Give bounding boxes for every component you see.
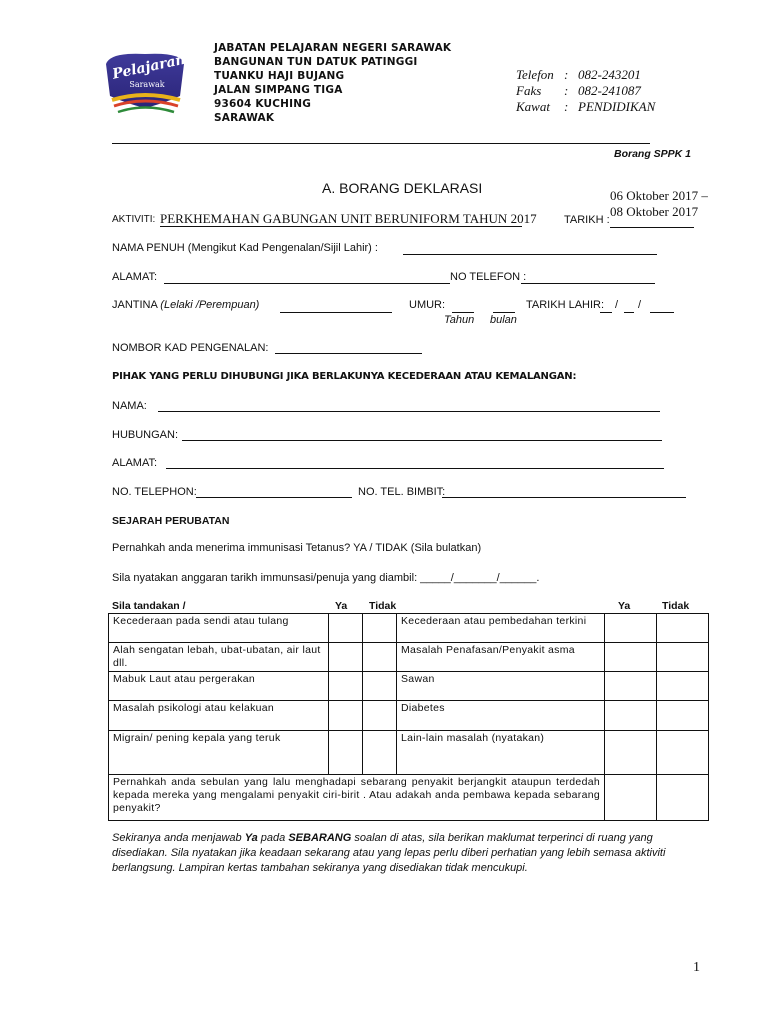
logo xyxy=(102,50,188,118)
logo-subtext: Sarawak xyxy=(129,80,165,89)
ya-checkbox[interactable] xyxy=(605,775,657,821)
emergency-heading: PIHAK YANG PERLU DIHUBUNGI JIKA BERLAKUNYA KECEDERAAN ATAU KEMALANGAN: xyxy=(112,371,577,382)
table-header-ya-2: Ya xyxy=(618,600,631,612)
address-line: JABATAN PELAJARAN NEGERI SARAWAK xyxy=(214,42,452,54)
ya-checkbox[interactable] xyxy=(329,731,363,775)
contact-faks: Faks : 082-241087 xyxy=(516,83,641,98)
tarikh-lahir-year[interactable] xyxy=(650,312,674,313)
table-row xyxy=(109,672,709,701)
contact-block xyxy=(516,67,655,115)
nombor-kp-field[interactable] xyxy=(275,353,422,354)
table-row xyxy=(109,643,709,672)
page-number: 1 xyxy=(693,960,700,975)
tarikh-lahir-sep: / xyxy=(638,299,642,311)
table-header-label: Sila tandakan / xyxy=(112,600,186,612)
table-row xyxy=(109,775,709,821)
infectious-disease-question: Pernahkah anda sebulan yang lalu menghadapi sebarang penyakit berjangkit ataupun terdedah kepada mereka yang mengalami penyakit ciri-birit . Atau adakah anda pembawa kepada sebarang penyakit? xyxy=(109,775,605,821)
tidak-checkbox[interactable] xyxy=(657,672,709,701)
tarikh-lahir-sep: / xyxy=(615,299,619,311)
tidak-checkbox[interactable] xyxy=(657,775,709,821)
tarikh-value-2: 08 Oktober 2017 xyxy=(610,204,699,219)
tahun-label: Tahun xyxy=(444,314,475,326)
tidak-checkbox[interactable] xyxy=(657,614,709,643)
nama-penuh-label: NAMA PENUH (Mengikut Kad Pengenalan/Sijil Lahir) : xyxy=(112,242,378,254)
emergency-bimbit-label: NO. TEL. BIMBIT: xyxy=(358,486,446,498)
tarikh-lahir-label: TARIKH LAHIR: xyxy=(526,299,605,311)
address-line: JALAN SIMPANG TIGA xyxy=(214,84,343,96)
address-line: 93604 KUCHING xyxy=(214,98,312,110)
tarikh-label: TARIKH : xyxy=(564,214,610,226)
alamat-field[interactable] xyxy=(164,283,450,284)
condition-label: Kecederaan pada sendi atau tulang xyxy=(109,614,329,643)
condition-label: Mabuk Laut atau pergerakan xyxy=(109,672,329,701)
aktiviti-value: PERKHEMAHAN GABUNGAN UNIT BERUNIFORM TAHUN 2017 xyxy=(160,211,537,226)
tidak-checkbox[interactable] xyxy=(363,643,397,672)
umur-label: UMUR: xyxy=(409,299,446,311)
emergency-nama-field[interactable] xyxy=(158,411,660,412)
tetanus-question: Pernahkah anda menerima immunisasi Tetanus? YA / TIDAK (Sila bulatkan) xyxy=(112,542,482,554)
tidak-checkbox[interactable] xyxy=(363,672,397,701)
form-title: A. BORANG DEKLARASI xyxy=(322,180,483,196)
instruction-note: Sekiranya anda menjawab Ya pada SEBARANG soalan di atas, sila berikan maklumat terperinci di ruang yang disediakan. Sila nyatakan jika keadaan sekarang atau yang lepas perlu diberi perhatian yang lebih semasa aktiviti berlangsung. Lampiran kertas tambahan sekiranya yang disediakan tidak mencukupi. xyxy=(112,832,666,874)
address-block xyxy=(214,41,451,125)
nombor-kp-label: NOMBOR KAD PENGENALAN: xyxy=(112,342,269,354)
table-row xyxy=(109,614,709,643)
table-header-tidak: Tidak xyxy=(369,600,397,612)
tidak-checkbox[interactable] xyxy=(657,643,709,672)
medical-heading: SEJARAH PERUBATAN xyxy=(112,515,230,527)
ya-checkbox[interactable] xyxy=(329,672,363,701)
no-telefon-field[interactable] xyxy=(521,283,655,284)
condition-label: Masalah Penafasan/Penyakit asma xyxy=(397,643,605,672)
ya-checkbox[interactable] xyxy=(329,643,363,672)
condition-label: Kecederaan atau pembedahan terkini xyxy=(397,614,605,643)
condition-label: Sawan xyxy=(397,672,605,701)
condition-label: Migrain/ pening kepala yang teruk xyxy=(109,731,329,775)
nama-penuh-field[interactable] xyxy=(403,254,657,255)
tidak-checkbox[interactable] xyxy=(363,731,397,775)
medical-table xyxy=(108,613,709,821)
umur-tahun-field[interactable] xyxy=(452,312,474,313)
tidak-checkbox[interactable] xyxy=(363,614,397,643)
jantina-label: JANTINA (Lelaki /Perempuan) xyxy=(112,299,260,311)
bulan-label: bulan xyxy=(490,314,517,326)
address-line: TUANKU HAJI BUJANG xyxy=(214,70,345,82)
emergency-bimbit-field[interactable] xyxy=(442,497,686,498)
tarikh-value-1: 06 Oktober 2017 – xyxy=(610,188,708,203)
condition-label: Masalah psikologi atau kelakuan xyxy=(109,701,329,731)
emergency-alamat-field[interactable] xyxy=(166,468,664,469)
table-header-tidak-2: Tidak xyxy=(662,600,690,612)
umur-bulan-field[interactable] xyxy=(493,312,515,313)
table-row xyxy=(109,731,709,775)
ya-checkbox[interactable] xyxy=(329,701,363,731)
alamat-label: ALAMAT: xyxy=(112,271,158,283)
tarikh-lahir-day[interactable] xyxy=(600,312,612,313)
address-line: BANGUNAN TUN DATUK PATINGGI xyxy=(214,56,418,68)
tarikh-lahir-month[interactable] xyxy=(624,312,634,313)
ya-checkbox[interactable] xyxy=(329,614,363,643)
ya-checkbox[interactable] xyxy=(605,643,657,672)
emergency-telephon-label: NO. TELEPHON: xyxy=(112,486,197,498)
jantina-field[interactable] xyxy=(280,312,392,313)
form-code: Borang SPPK 1 xyxy=(614,148,692,160)
ya-checkbox[interactable] xyxy=(605,701,657,731)
contact-kawat: Kawat : PENDIDIKAN xyxy=(516,99,656,114)
emergency-hubungan-field[interactable] xyxy=(182,440,662,441)
header-divider xyxy=(112,143,650,144)
immunisation-date-question: Sila nyatakan anggaran tarikh immunsasi/penuja yang diambil: _____/_______/______. xyxy=(112,572,540,584)
emergency-alamat-label: ALAMAT: xyxy=(112,457,158,469)
emergency-telephon-field[interactable] xyxy=(196,497,352,498)
aktiviti-label: AKTIVITI: xyxy=(112,214,156,225)
condition-label: Alah sengatan lebah, ubat-ubatan, air laut dll. xyxy=(109,643,329,672)
tidak-checkbox[interactable] xyxy=(657,731,709,775)
ya-checkbox[interactable] xyxy=(605,731,657,775)
table-row xyxy=(109,701,709,731)
emergency-hubungan-label: HUBUNGAN: xyxy=(112,429,179,441)
address-line: SARAWAK xyxy=(214,112,275,124)
ya-checkbox[interactable] xyxy=(605,672,657,701)
ya-checkbox[interactable] xyxy=(605,614,657,643)
emergency-nama-label: NAMA: xyxy=(112,400,147,412)
aktiviti-line xyxy=(160,226,522,227)
no-telefon-label: NO TELEFON : xyxy=(450,271,527,283)
contact-telefon: Telefon : 082-243201 xyxy=(516,67,641,82)
table-header-ya: Ya xyxy=(335,600,348,612)
tarikh-line xyxy=(610,227,694,228)
tidak-checkbox[interactable] xyxy=(657,701,709,731)
tidak-checkbox[interactable] xyxy=(363,701,397,731)
logo-text: Pelajaran xyxy=(111,51,187,83)
condition-label: Lain-lain masalah (nyatakan) xyxy=(397,731,605,775)
condition-label: Diabetes xyxy=(397,701,605,731)
